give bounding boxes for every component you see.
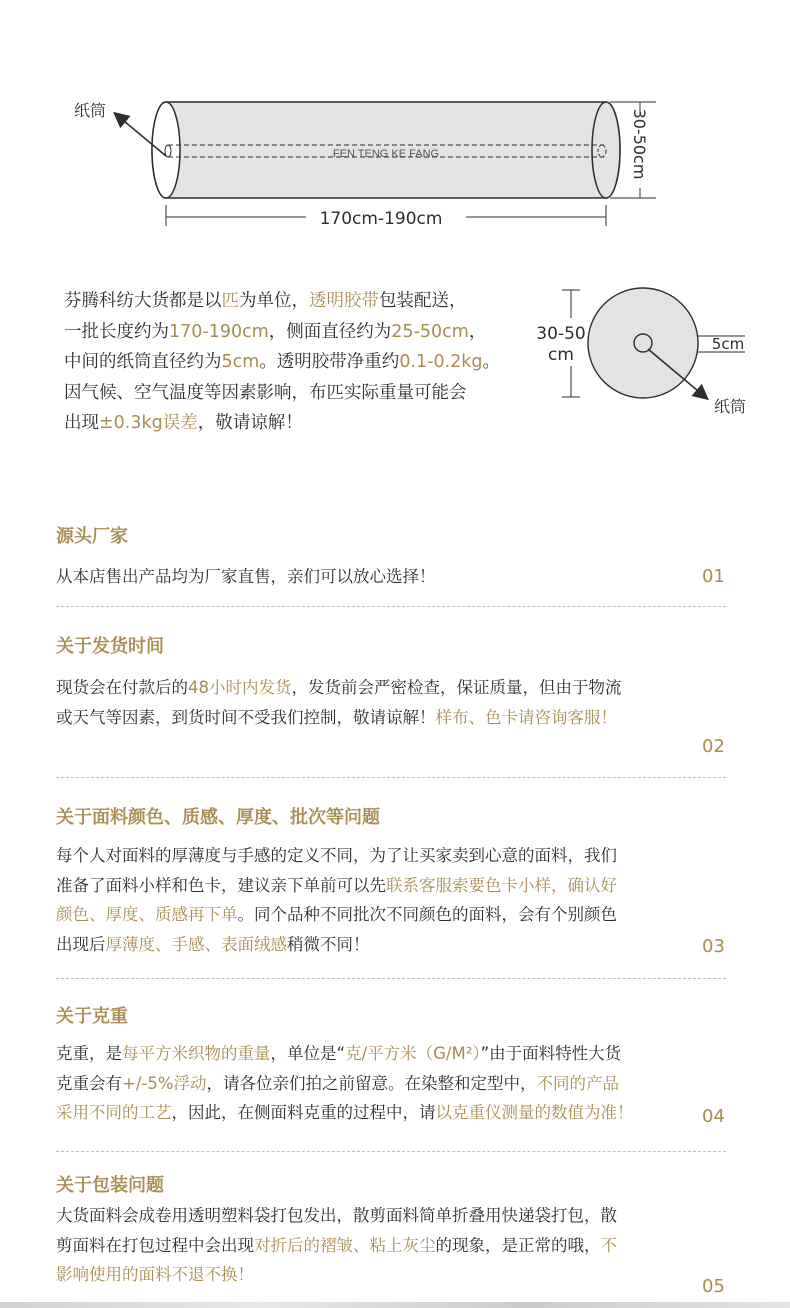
end-core-label: 纸筒 [714,397,747,416]
end-diameter-label-top: 30-50 [536,324,586,344]
section-body-shipping [56,673,686,732]
section-title-fabric-weight: 关于克重 [56,1006,128,1027]
intro-line-2: 一批长度约为170-190cm，侧面直径约为25-50cm， [64,321,487,342]
length-label: 170cm-190cm [319,209,443,229]
roll-core-label: 纸筒 [74,101,107,120]
section-line: 影响使用的面料不退不换！ [56,1265,254,1284]
section-line: 每个人对面料的厚薄度与手感的定义不同，为了让买家卖到心意的面料，我们 [56,846,617,865]
intro-paragraph [64,286,544,439]
section-line: 克重，是每平方米织物的重量，单位是“克/平方米（G/M²）”由于面料特性大货 [56,1044,622,1063]
section-line: 或天气等因素，到货时间不受我们控制，敬请谅解！样布、色卡请咨询客服！ [56,707,617,727]
section-line: 剪面料在打包过程中会出现对折后的褶皱、粘上灰尘的现象，是正常的哦，不 [56,1235,617,1255]
length-dimension [166,205,606,229]
section-body-fabric-quality [56,841,686,959]
intro-line-4: 因气候、空气温度等因素影响，布匹实际重量可能会 [64,382,467,403]
roll-end-view [536,288,746,416]
section-line: 从本店售出产品均为厂家直售，亲们可以放心选择！ [56,567,436,586]
bottom-image-edge [0,1302,790,1308]
core-size-label: 5cm [711,335,745,353]
section-line: 克重会有+/-5%浮动，请各位亲们拍之前留意。在染整和定型中，不同的产品 [56,1073,620,1093]
section-number-02: 02 [702,736,725,757]
section-line: 现货会在付款后的48小时内发货，发货前会严密检查，保证质量，但由于物流 [56,678,622,697]
section-body-source-factory [56,562,686,592]
section-line: 准备了面料小样和色卡，建议亲下单前可以先联系客服索要色卡小样，确认好 [56,875,617,895]
end-diameter-label-bottom: cm [548,345,574,365]
section-number-04: 04 [702,1106,725,1127]
section-title-packaging: 关于包装问题 [56,1175,164,1196]
section-body-packaging [56,1201,686,1290]
intro-line-5: 出现±0.3kg误差，敬请谅解！ [64,413,303,433]
section-body-fabric-weight [56,1039,686,1128]
diameter-label: 30-50cm [630,108,649,180]
section-number-03: 03 [702,936,725,957]
section-number-01: 01 [702,566,725,587]
section-line: 采用不同的工艺，因此，在侧面料克重的过程中，请以克重仪测量的数值为准！ [56,1103,634,1122]
section-title-source-factory: 源头厂家 [56,526,128,547]
section-line: 大货面料会成卷用透明塑料袋打包发出，散剪面料简单折叠用快递袋打包，散 [56,1206,617,1225]
section-line: 颜色、厚度、质感再下单。同个品种不同批次不同颜色的面料，会有个别颜色 [56,905,617,924]
intro-line-1: 芬腾科纺大货都是以匹为单位，透明胶带包装配送， [64,291,467,311]
section-divider [56,978,726,979]
section-title-fabric-quality: 关于面料颜色、质感、厚度、批次等问题 [56,807,380,828]
section-line: 出现后厚薄度、手感、表面绒感稍微不同！ [56,934,370,954]
section-divider [56,1151,726,1152]
section-number-05: 05 [702,1276,725,1297]
section-divider [56,777,726,778]
roll-side-view [152,102,620,198]
section-title-shipping: 关于发货时间 [56,636,164,657]
intro-line-3: 中间的纸筒直径约为5cm。透明胶带净重约0.1-0.2kg。 [64,352,501,372]
section-divider [56,606,726,607]
brand-text: FEN TENG KE FANG [332,148,440,160]
